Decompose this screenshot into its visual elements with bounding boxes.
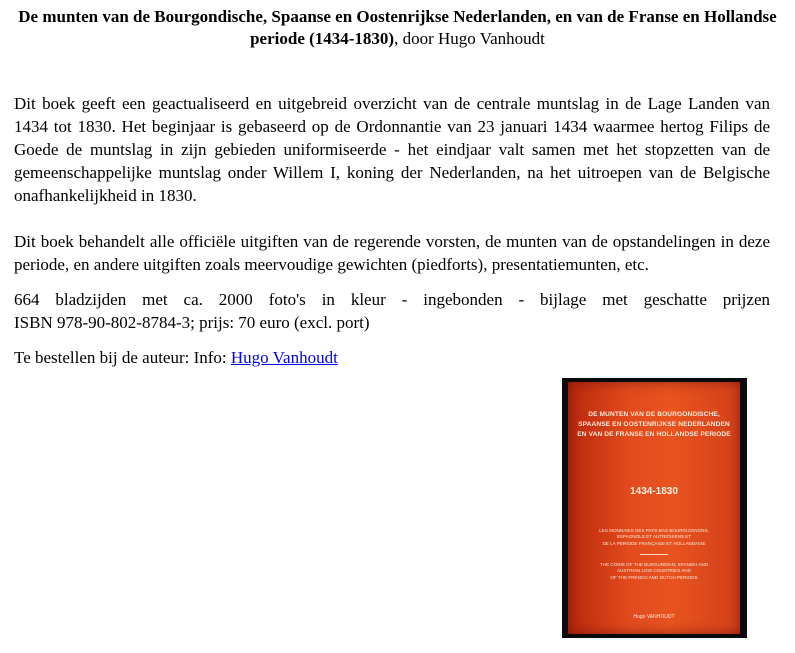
- cover-title-line: DE MUNTEN VAN DE BOURGONDISCHE,: [588, 411, 720, 418]
- cover-french-line: ESPAGNOLS ET AUTRICHIENS ET: [616, 534, 692, 540]
- contents-paragraph: Dit boek behandelt alle officiële uitgiften van de regerende vorsten, de munten van de opstandelingen in deze periode, en andere uitgiften zoals meervoudige gewichten (piedforts), presentatiemunten, etc.: [14, 232, 770, 274]
- cover-title: [572, 410, 736, 440]
- main-content: [14, 92, 770, 369]
- author-contact-link[interactable]: Hugo Vanhoudt: [230, 348, 338, 367]
- book-cover: [568, 382, 740, 634]
- description-paragraph: Dit boek geeft een geactualiseerd en uitgebreid overzicht van de centrale muntslag in de Lage Landen van 1434 tot 1830. Het beginjaar is gebaseerd op de Ordonnantie van 23 januari 1434 waarmee hertog Filips de Goede de muntslag in zijn gebieden uniformiseerde - het eindjaar valt samen met het stopzetten van de gemeenschappelijke muntslag onder Willem I, koning der Nederlanden, na het uitroepen van de Belgische onafhankelijkheid in 1830.: [14, 94, 770, 205]
- cover-author: Hugo VANHOUDT: [633, 614, 675, 620]
- cover-divider: [640, 554, 668, 555]
- title-byline: , door Hugo Vanhoudt: [394, 29, 545, 48]
- cover-french-line: LES MONNAIES DES PAYS-BAS BOURGUIGNONS,: [599, 528, 709, 533]
- cover-years: 1434-1830: [630, 486, 678, 497]
- page-count-line: 664 bladzijden met ca. 2000 foto's in kleur - ingebonden - bijlage met geschatte prijzen: [14, 290, 770, 309]
- book-details: [14, 288, 770, 334]
- cover-english-line: THE COINS OF THE BURGUNDIAN, SPANISH AND: [599, 562, 709, 567]
- isbn-price-line: ISBN 978-90-802-8784-3; prijs: 70 euro (excl. port): [14, 313, 370, 332]
- cover-english-line: OF THE FRENCH AND DUTCH PERIODS: [610, 574, 698, 580]
- cover-english-line: AUSTRIAN LOW COUNTRIES AND: [616, 568, 692, 574]
- cover-title-line: SPAANSE EN OOSTENRIJKSE NEDERLANDEN: [578, 421, 730, 428]
- page-title: [10, 6, 785, 50]
- order-line: [14, 346, 770, 369]
- book-cover-image: [562, 378, 747, 638]
- order-label: Te bestellen bij de auteur: Info:: [14, 348, 231, 367]
- cover-english-title: [574, 562, 734, 581]
- cover-french-line: DE LA PERIODE FRANÇAISE ET HOLLANDAISE: [602, 540, 706, 546]
- cover-french-title: [574, 528, 734, 547]
- cover-title-line: EN VAN DE FRANSE EN HOLLANDSE PERIODE: [577, 431, 731, 438]
- title-bold: De munten van de Bourgondische, Spaanse en Oostenrijkse Nederlanden, en van de Franse en Hollandse periode (1434-1830): [18, 7, 777, 48]
